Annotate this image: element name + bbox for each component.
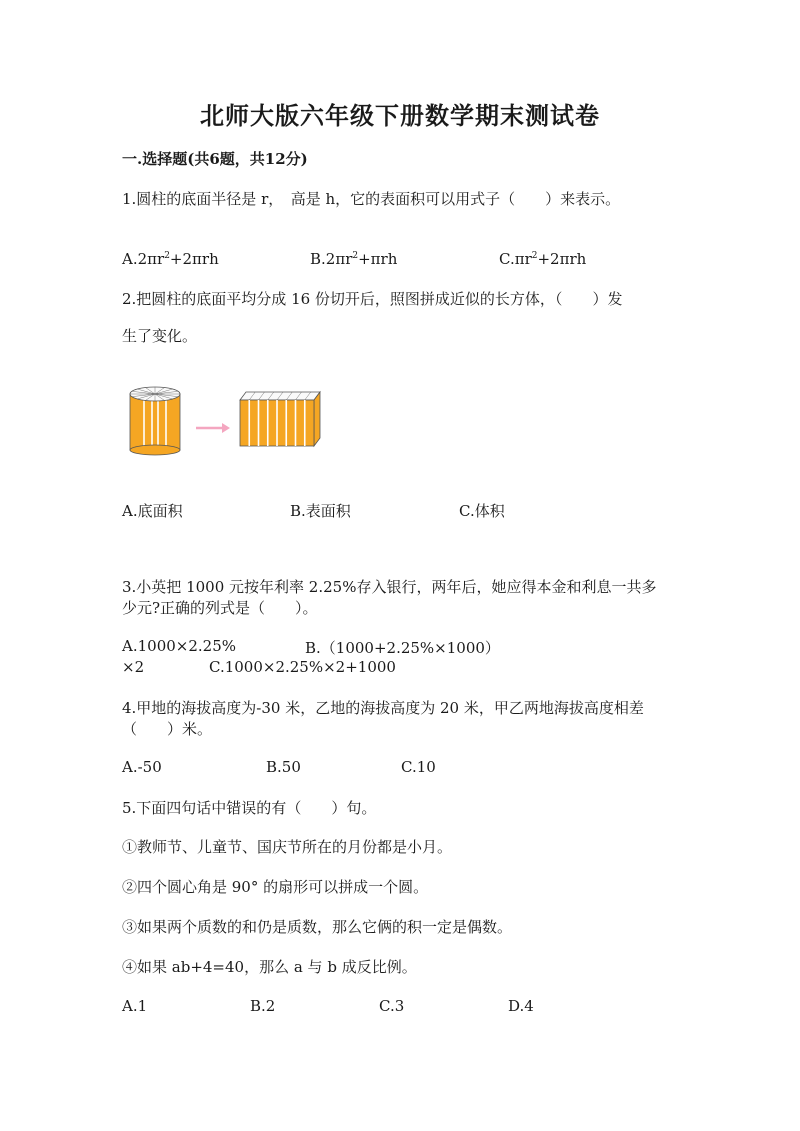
q5-option-b[interactable]: B.2	[250, 997, 276, 1015]
q1-option-b[interactable]: $B.2\pi r^2+\pi rh$	[310, 250, 398, 268]
q2-option-a[interactable]: A.底面积	[122, 502, 183, 520]
q2-option-b[interactable]: B.表面积	[290, 502, 351, 520]
cylinder-shape	[130, 387, 180, 455]
question-3-line-1: 3.小英把 1000 元按年利率 2.25%存入银行，两年后，她应得本金和利息一共多	[122, 578, 657, 596]
q5-statement-1: ①教师节、儿童节、国庆节所在的月份都是小月。	[122, 838, 453, 856]
cylinder-to-cuboid-figure	[122, 378, 332, 458]
question-4-line-2: （ ）米。	[122, 720, 213, 738]
q3-option-b-continued: ×2	[122, 658, 145, 676]
q3-option-a[interactable]: A.1000×2.25%	[122, 637, 236, 655]
question-2-line-1: 2.把圆柱的底面平均分成 16 份切开后，照图拼成近似的长方体，（ ）发	[122, 290, 623, 308]
q4-option-b[interactable]: B.50	[266, 758, 301, 776]
transform-arrow	[196, 423, 230, 433]
q5-statement-2: ②四个圆心角是 90° 的扇形可以拼成一个圆。	[122, 878, 429, 896]
q5-option-d[interactable]: D.4	[508, 997, 534, 1015]
q5-statement-3: ③如果两个质数的和仍是质数，那么它俩的积一定是偶数。	[122, 918, 513, 936]
q4-option-a[interactable]: A.-50	[122, 758, 162, 776]
cuboid-shape	[240, 392, 320, 446]
q5-option-a[interactable]: A.1	[122, 997, 148, 1015]
question-5: 5.下面四句话中错误的有（ ）句。	[122, 799, 377, 817]
q1-option-c[interactable]: $C.\pi r^2+2\pi rh$	[499, 250, 587, 268]
question-4-line-1: 4.甲地的海拔高度为-30 米，乙地的海拔高度为 20 米，甲乙两地海拔高度相差	[122, 699, 644, 717]
question-2-line-2: 生了变化。	[122, 327, 198, 345]
section-heading: 一.选择题(共6题，共12分)	[122, 150, 308, 168]
q3-option-b[interactable]: B.（1000+2.25%×1000）	[305, 639, 500, 657]
q4-option-c[interactable]: C.10	[401, 758, 436, 776]
q5-option-c[interactable]: C.3	[379, 997, 405, 1015]
q2-option-c[interactable]: C.体积	[459, 502, 505, 520]
question-1: 1.圆柱的底面半径是 r， 高是 h，它的表面积可以用式子（ ）来表示。	[122, 190, 621, 208]
q3-option-c[interactable]: C.1000×2.25%×2+1000	[209, 658, 396, 676]
page-title: 北师大版六年级下册数学期末测试卷	[200, 101, 600, 130]
q5-statement-4: ④如果 ab+4=40，那么 a 与 b 成反比例。	[122, 958, 417, 976]
q1-option-a[interactable]: $A.2\pi r^2+2\pi rh$	[122, 250, 219, 268]
question-3-line-2: 少元?正确的列式是（ ）。	[122, 599, 318, 617]
